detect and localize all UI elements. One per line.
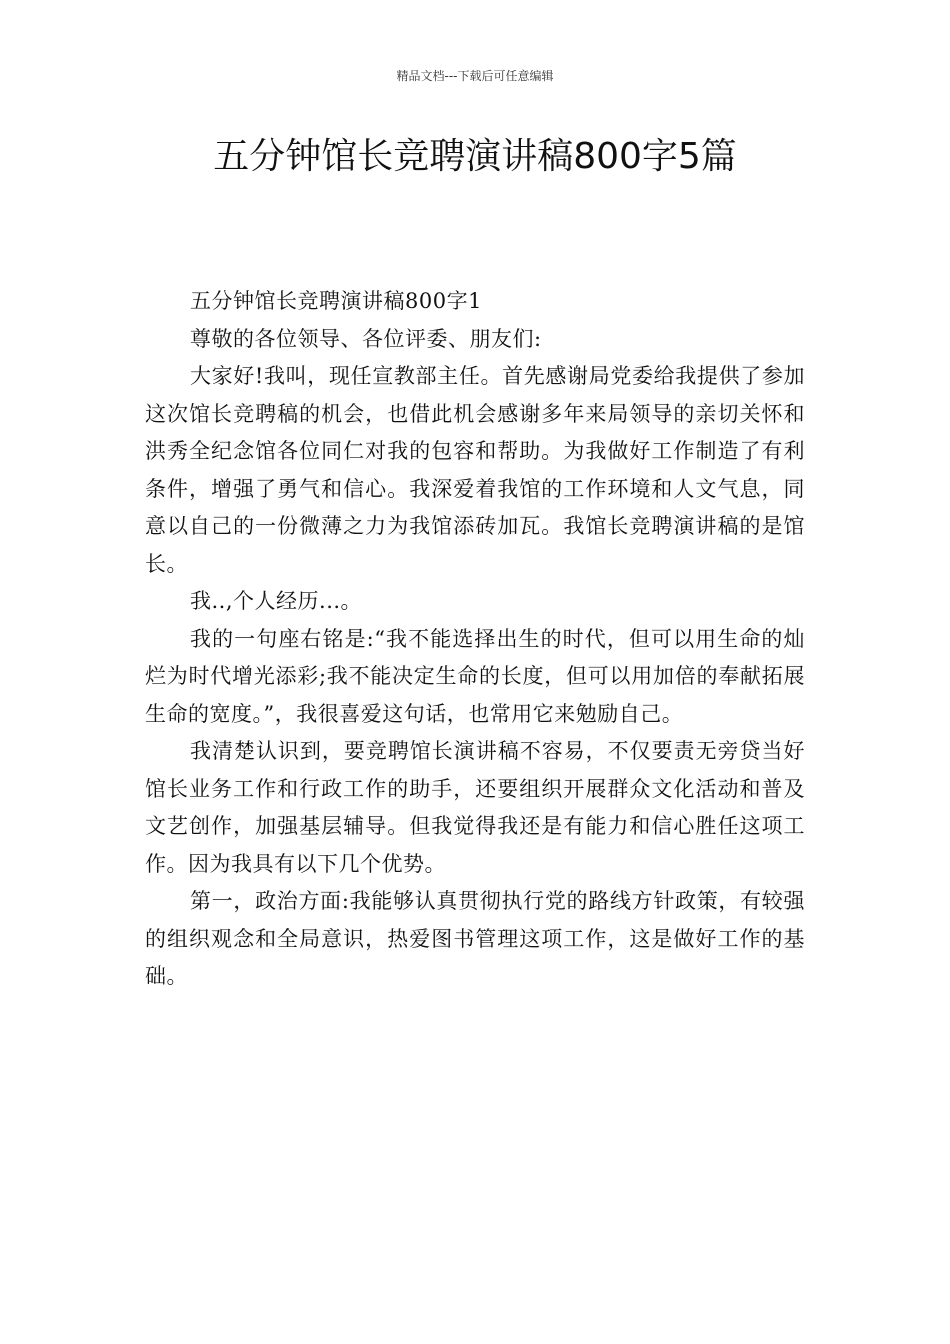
paragraph-introduction: 大家好!我叫，现任宣教部主任。首先感谢局党委给我提供了参加这次馆长竞聘稿的机会，也借此机会感谢多年来局领导的亲切关怀和洪秀全纪念馆各位同仁对我的包容和帮助。为我做好工作制造了有利条件，增强了勇气和信心。我深爱着我馆的工作环境和人文气息，同意以自己的一份微薄之力为我馆添砖加瓦。我馆长竞聘演讲稿的是馆长。: [145, 364, 805, 576]
paragraph-subtitle: 五分钟馆长竞聘演讲稿800字1: [190, 289, 482, 313]
paragraph-political-advantage: 第一，政治方面:我能够认真贯彻执行党的路线方针政策，有较强的组织观念和全局意识，热爱图书管理这项工作，这是做好工作的基础。: [145, 889, 805, 988]
paragraph-understanding: 我清楚认识到，要竞聘馆长演讲稿不容易，不仅要责无旁贷当好馆长业务工作和行政工作的助手，还要组织开展群众文化活动和普及文艺创作，加强基层辅导。但我觉得我还是有能力和信心胜任这项工作。因为我具有以下几个优势。: [145, 739, 805, 876]
paragraph-salutation: 尊敬的各位领导、各位评委、朋友们:: [190, 326, 542, 351]
paragraph-personal-history: 我..,个人经历...。: [190, 589, 363, 613]
document-title: 五分钟馆长竞聘演讲稿800字5篇: [213, 136, 737, 177]
header-note: 精品文档---下载后可任意编辑: [396, 69, 554, 83]
paragraph-motto: 我的一句座右铭是:“我不能选择出生的时代，但可以用生命的灿烂为时代增光添彩;我不能决定生命的长度，但可以用加倍的奉献拓展生命的宽度。”，我很喜爱这句话，也常用它来勉励自己。: [145, 626, 805, 726]
document-body: [145, 283, 805, 996]
